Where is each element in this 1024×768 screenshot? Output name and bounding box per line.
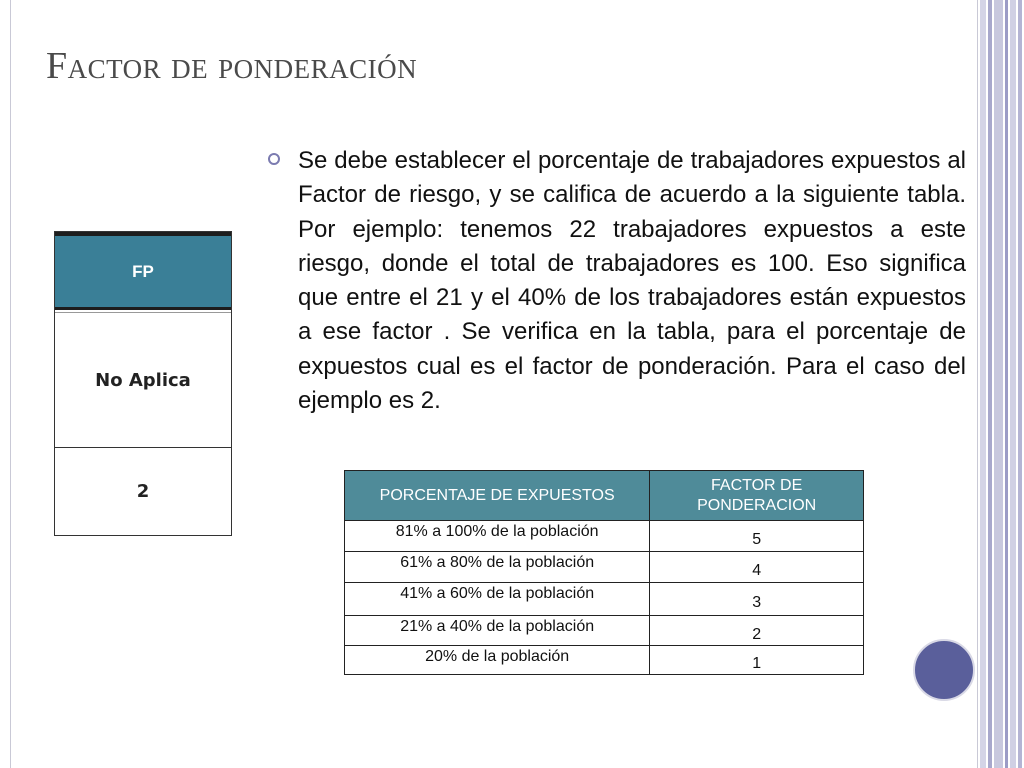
porcentaje-cell: 61% a 80% de la población: [345, 552, 650, 583]
table-row: [345, 583, 864, 616]
slide-title: Factor de ponderación: [46, 45, 418, 87]
porcentaje-cell: 20% de la población: [345, 646, 650, 675]
table-row: [345, 616, 864, 646]
column-header-factor: FACTOR DE PONDERACION: [650, 471, 864, 521]
column-header-porcentaje: PORCENTAJE DE EXPUESTOS: [345, 471, 650, 521]
factor-cell: 2: [650, 616, 864, 646]
factor-cell: 4: [650, 552, 864, 583]
ponderacion-table: [344, 470, 864, 675]
bullet-circle-icon: [268, 153, 280, 165]
fp-header: FP: [55, 232, 231, 310]
table-row: [345, 646, 864, 675]
factor-cell: 3: [650, 583, 864, 616]
stripe: [994, 0, 1003, 768]
porcentaje-cell: 41% a 60% de la población: [345, 583, 650, 616]
stripe: [1018, 0, 1022, 768]
factor-cell: 1: [650, 646, 864, 675]
fp-cell: 2: [136, 481, 150, 502]
porcentaje-cell: 21% a 40% de la población: [345, 616, 650, 646]
stripe: [1005, 0, 1008, 768]
table-header-row: [345, 471, 864, 521]
fp-column-image: [54, 231, 232, 536]
table-row: [345, 521, 864, 552]
bullet-text: Se debe establecer el porcentaje de trabajadores expuestos al Factor de riesgo, y se califica de acuerdo a la siguiente tabla. Por ejemplo: tenemos 22 trabajadores expuestos a este riesgo, donde el total de trabajadores es 100. Eso significa que entre el 21 y el 40% de los trabajadores están expuestos a ese factor . Se verifica en la tabla, para el porcentaje de expuestos cual es el factor de ponderación. Para el caso del ejemplo es 2.: [298, 147, 966, 415]
fp-cell: No Aplica: [55, 312, 231, 448]
stripe: [1010, 0, 1016, 768]
stripe: [980, 0, 986, 768]
decorative-circle: [913, 639, 975, 701]
factor-cell: 5: [650, 521, 864, 552]
table-row: [345, 552, 864, 583]
stripe: [988, 0, 992, 768]
porcentaje-cell: 81% a 100% de la población: [345, 521, 650, 552]
